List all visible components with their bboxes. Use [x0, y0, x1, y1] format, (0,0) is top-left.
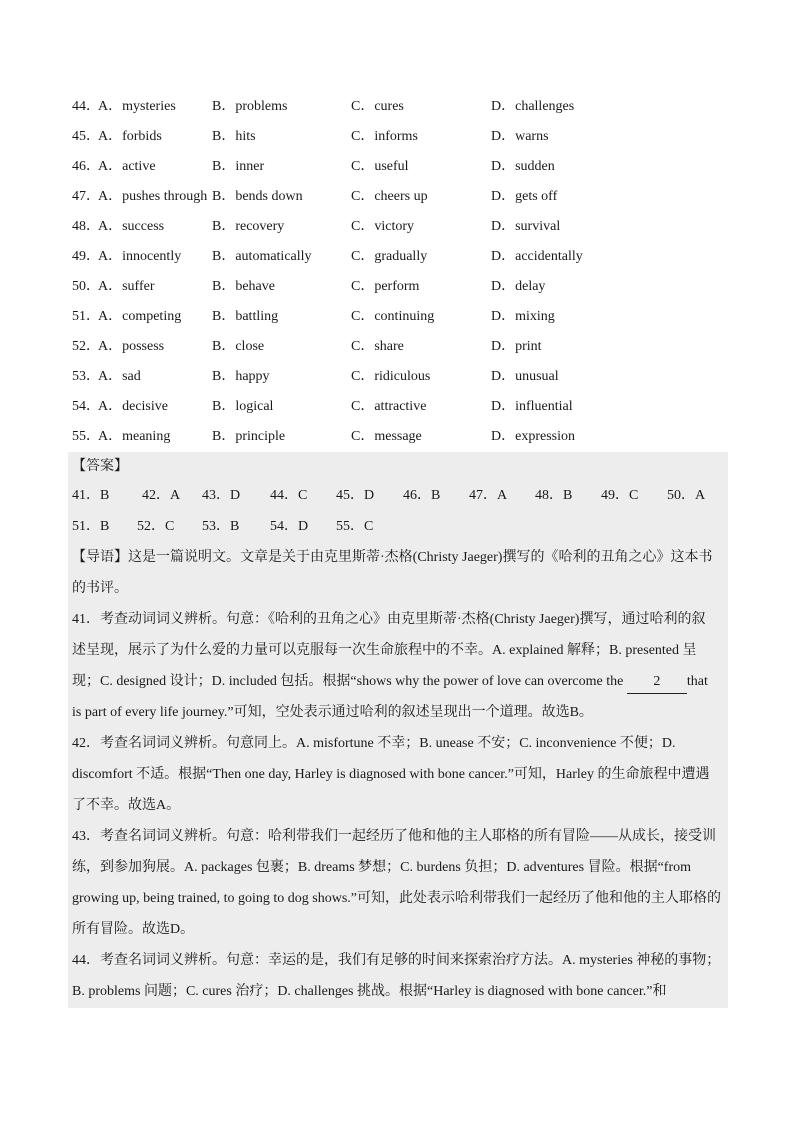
option-d: D．expression	[491, 429, 575, 444]
option-b: B．battling	[212, 309, 279, 324]
option-d: D．influential	[491, 399, 573, 414]
option-b: B．logical	[212, 399, 274, 414]
answer-item: 55．C	[336, 519, 374, 534]
option-d: D．accidentally	[491, 249, 583, 264]
answer-heading: 【答案】	[72, 459, 128, 474]
option-b: B．inner	[212, 159, 265, 174]
explanation-43-line: 练，到参加狗展。A. packages 包裹；B. dreams 梦想；C. burdens 负担；D. adventures 冒险。根据“from	[72, 860, 692, 875]
answer-item: 47．A	[469, 488, 508, 503]
option-d: D．warns	[491, 129, 549, 144]
guide-line: 【导语】这是一篇说明文。文章是关于由克里斯蒂·杰格(Christy Jaeger)撰写的《哈利的丑角之心》这本书	[72, 550, 713, 565]
page: 44． A．mysteries B．problems C．cures D．challenges 45． A．forbids B．hits C．informs D．warns 46． A．active B．inner C．useful D．sudden 47． A．pushes through B．bends down C．cheers up D．gets off 48． A．success B．recovery C．victory D．survival 49． A．innocently B．automatically C．gradually D．accidentally 50． A．suffer B．behave C．perform D．delay 51． A．competing B．battling C．continuing D．mixing 52． A．possess B．close C．share D．print 53． A．sad B．happy C．ridiculous D．unusual 54． A．decisive B．logical C．attractive D．influential 55． A．meaning B．principle C．message D．expression 【答案】 41．B 42．A 43．D 44．C 45．D 46．B 47．A 48．B 49．C 50．A 51．B 52．C 53．B 54．D 55．C 【导语】这是一篇说明文。文章是关于由克里斯蒂·杰格(Christy Jaeger)撰写的《哈利的丑角之心》这本书 的书评。 41．考查动词词义辨析。句意：《哈利的丑角之心》由克里斯蒂·杰格(Christy Jaeger)撰写，通过哈利的叙 述呈现，展示了为什么爱的力量可以克服每一次生命旅程中的不幸。A. explained 解释；B. presented 呈 现；C. designed 设计；D. included 包括。根据“shows why the power of love can overcome the 2 that is part of every life journey.”可知，空处表示通过哈利的叙述呈现出一个道理。故选B。 42．考查名词词义辨析。句意同上。A. misfortune 不幸；B. unease 不安；C. inconvenience 不便；D. discomfort 不适。根据“Then one day, Harley is diagnosed with bone cancer.”可知，Harley 的生命旅程中遭遇 了不幸。故选A。 43．考查名词词义辨析。句意：哈利带我们一起经历了他和他的主人耶格的所有冒险——从成长，接受训 练，到参加狗展。A. packages 包裹；B. dreams 梦想；C. burdens 负担；D. adventures 冒险。根据“from growing up, being trained, to going to dog shows.”可知，此处表示哈利带我们一起经历了他和他的主人耶格的 所有冒险。故选D。 44．考查名词词义辨析。句意：幸运的是，我们有足够的时间来探索治疗方法。A. mysteries 神秘的事物； B. problems 问题；C. cures 治疗；D. challenges 挑战。根据“Harley is diagnosed with bone cancer.”和	[0, 0, 800, 1132]
option-b: B．happy	[212, 369, 270, 384]
option-d: D．delay	[491, 279, 546, 294]
explanation-41-line: is part of every life journey.”可知，空处表示通过哈利的叙述呈现出一个道理。故选B。	[72, 705, 593, 720]
answer-item: 50．A	[667, 488, 706, 503]
option-d: D．mixing	[491, 309, 555, 324]
option-d: D．print	[491, 339, 542, 354]
option-d: D．sudden	[491, 159, 555, 174]
option-b: B．hits	[212, 129, 256, 144]
option-c: C．gradually	[351, 249, 428, 264]
option-c: C．ridiculous	[351, 369, 431, 384]
option-c: C．cures	[351, 99, 404, 114]
explanation-43-line: growing up, being trained, to going to dog shows.”可知，此处表示哈利带我们一起经历了他和他的主人耶格的	[72, 891, 722, 906]
answer-item: 52．C	[137, 519, 175, 534]
explanation-44-line: 44．考查名词词义辨析。句意：幸运的是，我们有足够的时间来探索治疗方法。A. mysteries 神秘的事物；	[72, 953, 721, 968]
option-d: D．survival	[491, 219, 561, 234]
answer-item: 41．B	[72, 488, 110, 503]
option-b: B．behave	[212, 279, 275, 294]
answer-item: 42．A	[142, 488, 181, 503]
explanation-43-line: 所有冒险。故选D。	[72, 922, 195, 937]
explanation-41-line: 41．考查动词词义辨析。句意：《哈利的丑角之心》由克里斯蒂·杰格(Christy Jaeger)撰写，通过哈利的叙	[72, 612, 706, 627]
option-d: D．gets off	[491, 189, 558, 204]
option-c: C．victory	[351, 219, 414, 234]
answer-item: 45．D	[336, 488, 375, 503]
explanation-42-line: 了不幸。故选A。	[72, 798, 181, 813]
explanation-42-line: 42．考查名词词义辨析。句意同上。A. misfortune 不幸；B. unease 不安；C. inconvenience 不便；D.	[72, 736, 676, 751]
answer-item: 48．B	[535, 488, 573, 503]
option-c: C．perform	[351, 279, 420, 294]
explanation-43-line: 43．考查名词词义辨析。句意：哈利带我们一起经历了他和他的主人耶格的所有冒险——从成长，接受训	[72, 829, 716, 844]
explanation-41-line: 述呈现，展示了为什么爱的力量可以克服每一次生命旅程中的不幸。A. explained 解释；B. presented 呈	[72, 643, 697, 658]
answer-item: 44．C	[270, 488, 308, 503]
answer-item: 46．B	[403, 488, 441, 503]
option-c: C．share	[351, 339, 404, 354]
option-b: B．close	[212, 339, 265, 354]
option-c: C．informs	[351, 129, 418, 144]
option-b: B．bends down	[212, 189, 303, 204]
option-b: B．automatically	[212, 249, 312, 264]
answer-item: 51．B	[72, 519, 110, 534]
answer-item: 43．D	[202, 488, 241, 503]
option-b: B．recovery	[212, 219, 285, 234]
option-c: C．continuing	[351, 309, 435, 324]
guide-line: 的书评。	[72, 581, 128, 596]
blank-number: 2	[627, 671, 687, 694]
answer-item: 49．C	[601, 488, 639, 503]
option-c: C．attractive	[351, 399, 427, 414]
answer-item: 53．B	[202, 519, 240, 534]
option-c: C．message	[351, 429, 422, 444]
option-b: B．problems	[212, 99, 288, 114]
explanation-41-line: 现；C. designed 设计；D. included 包括。根据“shows why the power of love can overcome the 2 that	[72, 671, 728, 694]
option-c: C．cheers up	[351, 189, 428, 204]
answer-item: 54．D	[270, 519, 309, 534]
option-c: C．useful	[351, 159, 409, 174]
option-d: D．unusual	[491, 369, 559, 384]
option-b: B．principle	[212, 429, 286, 444]
explanation-44-line: B. problems 问题；C. cures 治疗；D. challenges 挑战。根据“Harley is diagnosed with bone cancer.”和	[72, 984, 667, 999]
option-d: D．challenges	[491, 99, 575, 114]
explanation-42-line: discomfort 不适。根据“Then one day, Harley is diagnosed with bone cancer.”可知，Harley 的生命旅程中遭遇	[72, 767, 710, 782]
